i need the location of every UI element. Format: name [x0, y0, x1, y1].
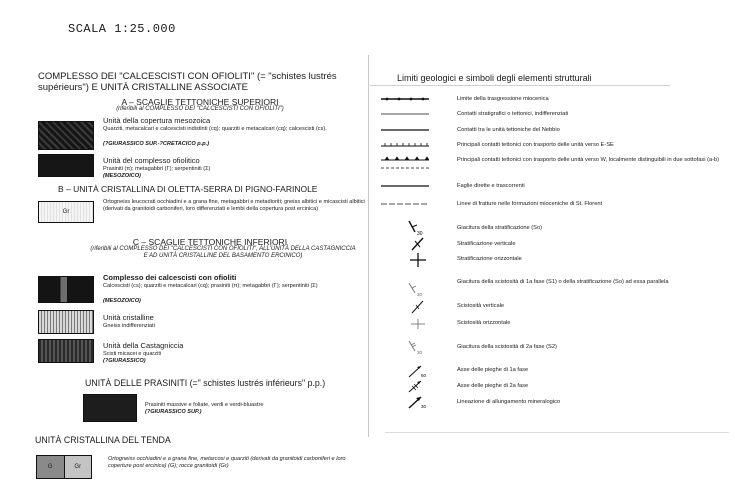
- symbol-fold-axis-1: [406, 363, 430, 379]
- unit-title-castagniccia: Unità della Castagniccia: [103, 341, 184, 350]
- legend-line-5: Principali contatti tettonici con trasporto delle unità verso W, localmente distinguibili in due sottofasi (a-b): [457, 157, 720, 163]
- unit-desc-tenda: Ortogneiss occhiadini e a grana fine, metarcosi e quarziti (derivati da granitoidi carboniferi e loro coperture post ercinica) (G); rocce granitoidi (Gr): [108, 456, 346, 469]
- symbol-bedding-dip: [405, 219, 429, 237]
- symbol-horizontal-bedding: [408, 251, 428, 269]
- legend-swatch-ofiolitico: [38, 154, 94, 177]
- symbol-vertical-bedding: [408, 236, 428, 252]
- dip-value-4: 60: [421, 373, 427, 378]
- symbol-s2-dip: [405, 339, 429, 355]
- section-c-title: C – SCAGLIE TETTONICHE INFERIORI: [132, 237, 288, 247]
- unit-desc-calcescisti: Calcescisti (cs); quarziti e metacalcari (cq); prasiniti (π); metagabbri (Γ); serpentiniti (Σ): [103, 283, 318, 289]
- unit-age-prasiniti: (?GIURASSICO SUP.): [145, 409, 202, 415]
- symbol-nebbio-contact: [381, 123, 429, 137]
- oletta-code: Gr: [62, 209, 70, 215]
- map-scale: SCALA 1:25.000: [68, 22, 176, 36]
- complex-title: COMPLESSO DEI "CALCESCISTI CON OFIOLITI" (= "schistes lustrés supérieurs") E UNITÀ CRISTALLINE ASSOCIATE: [38, 71, 337, 93]
- legend-symbols-title: Limiti geologici e simboli degli elementi strutturali: [397, 73, 592, 83]
- legend-line-16: Asse delle pieghe di 2a fase: [457, 383, 529, 389]
- legend-line-13: Scistosità orizzontale: [457, 320, 511, 326]
- symbol-contact-ese: [381, 138, 429, 152]
- legend-line-15: Asse delle pieghe di 1a fase: [457, 367, 529, 373]
- symbol-stratigraphic-contact: [381, 107, 429, 121]
- unit-desc-cristalline: Gneiss indifferenziati: [103, 323, 155, 329]
- unit-desc-prasiniti: Prasiniti massive e foliate, verdi e verdi-bluastre: [145, 402, 264, 408]
- legend-line-9: Stratificazione verticale: [457, 241, 516, 247]
- legend-line-12: Scistosità verticale: [457, 303, 505, 309]
- legend-line-4: Principali contatti tettonici con trasporto delle unità verso E-SE: [457, 142, 614, 148]
- section-b-title: B – UNITÀ CRISTALLINA DI OLETTA-SERRA DI PIGNO-FARINOLE: [58, 184, 318, 194]
- symbol-fractures: [381, 197, 429, 211]
- legend-line-6: Faglie dirette e trascorrenti: [457, 183, 525, 189]
- unit-age-ofiolitico: (MESOZOICO): [103, 173, 141, 179]
- legend-line-1: Limite della trasgressione miocenica: [457, 96, 549, 102]
- symbol-faults: [381, 179, 429, 193]
- legend-line-3: Contatti tra le unità tettoniche del Nebbio: [457, 127, 560, 133]
- section-c-subtitle: (riferibili al COMPLESSO DEI "CALCESCISTI CON OFIOLITI", ALL'UNITÀ DELLA CASTAGNICCIA E AD UNITÀ CRISTALLINE DEL BASAMENTO ERCINICO): [90, 246, 356, 259]
- legend-swatch-oletta: [38, 201, 94, 223]
- symbol-mineral-lineation: [406, 394, 430, 410]
- legend-line-17: Lineazione di allungamento mineralogico: [457, 399, 561, 405]
- symbol-s1-dip: [405, 281, 429, 297]
- dip-value-2: 30: [417, 292, 423, 297]
- symbol-horizontal-schistosity: [408, 316, 428, 332]
- symbol-fold-axis-2: [406, 378, 430, 394]
- unit-desc-mesozoica: Quarziti, metacalcari e calcescisti indistinti (cq); quarziti e metacalcari (cq); calcescisti (cs).: [103, 126, 327, 132]
- legend-swatch-cristalline: [38, 310, 94, 334]
- legend-swatch-tenda: [36, 455, 92, 479]
- legend-line-11: Giacitura della scistosità di 1a fase (S1) o della stratificazione (So) ad essa parallela: [457, 279, 669, 285]
- prasiniti-title: UNITÀ DELLE PRASINITI (=" schistes lustrés inférieurs" p.p.): [85, 378, 326, 388]
- legend-bottom-rule: [385, 432, 729, 433]
- unit-age-mesozoica: (?GIURASSICO SUP.-?CRETACICO p.p.): [103, 141, 210, 147]
- unit-desc-castagniccia: Scisti micacei e quarziti: [103, 351, 162, 357]
- symbol-contact-w: [381, 154, 429, 174]
- dip-value-3: 30: [417, 350, 423, 355]
- unit-title-ofiolitico: Unità del complesso ofiolitico: [103, 156, 200, 165]
- unit-desc-oletta: Ortogneiss leucocrati occhiadini e a grana fine, metagabbri e metadioriti; gneiss albitici e micascisti albitici (derivati da granitoidi carboniferi, loro differenziati e lembi della copertura post ercinica): [103, 199, 365, 212]
- symbol-transgression-limit: [381, 92, 429, 106]
- tenda-code-g: G: [37, 456, 64, 478]
- section-a-subtitle: (riferibili al COMPLESSO DEI "CALCESCISTI CON OFIOLITI"): [116, 106, 284, 112]
- unit-title-cristalline: Unità cristalline: [103, 313, 154, 322]
- unit-age-castagniccia: (?GIURASSICO): [103, 358, 146, 364]
- unit-title-mesozoica: Unità della copertura mesozoica: [103, 116, 211, 125]
- symbol-vertical-schistosity: [408, 299, 428, 315]
- dip-value-1: 30: [417, 231, 423, 237]
- legend-line-2: Contatti stratigrafici o tettonici, indifferenziati: [457, 111, 569, 117]
- dip-value-5: 30: [421, 404, 427, 409]
- legend-swatch-castagniccia: [38, 339, 94, 363]
- legend-swatch-calcescisti: [38, 276, 94, 303]
- legend-title-rule: [370, 85, 670, 86]
- legend-swatch-mesozoica: [38, 121, 94, 150]
- legend-line-14: Giacitura della scistosità di 2a fase (S2): [457, 344, 557, 350]
- column-divider: [368, 55, 369, 437]
- legend-line-8: Giacitura della stratificazione (So): [457, 225, 543, 231]
- unit-desc-ofiolitico: Prasiniti (π); metagabbri (Γ); serpentiniti (Σ): [103, 166, 211, 172]
- unit-title-calcescisti: Complesso dei calcescisti con ofioliti: [103, 273, 237, 282]
- legend-line-7: Linee di fratture nelle formazioni mioceniche di St. Florent: [457, 201, 603, 207]
- unit-age-calcescisti: (MESOZOICO): [103, 298, 141, 304]
- tenda-code-gr: Gr: [64, 456, 92, 478]
- legend-line-10: Stratificazione orizzontale: [457, 256, 522, 262]
- legend-swatch-prasiniti: [83, 394, 137, 422]
- tenda-title: UNITÀ CRISTALLINA DEL TENDA: [35, 435, 171, 445]
- section-a-title: A – SCAGLIE TETTONICHE SUPERIORI: [121, 97, 279, 107]
